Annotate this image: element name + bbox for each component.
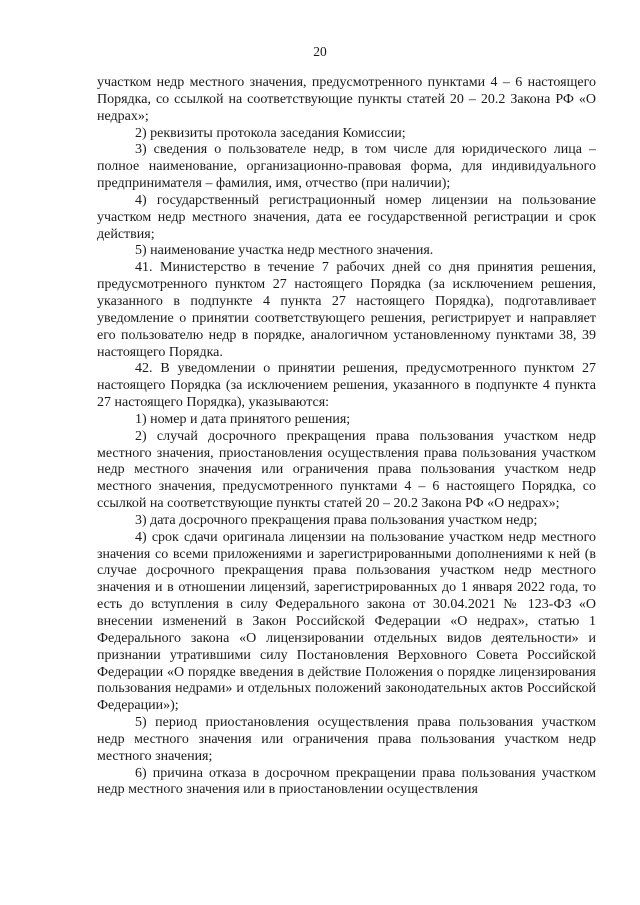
paragraph-42-item-3: 3) дата досрочного прекращения права пользования участком недр; — [135, 512, 538, 528]
paragraph-clause-41: 41. Министерство в течение 7 рабочих дней со дня принятия решения, предусмотренного пунктом 27 настоящего Порядка (за исключением решения, указанного в подпункте 4 пункта 27 настоящего Порядка), подготавливает уведомление о принятии соответствующего решения, регистрирует и направляет его пользователю недр в порядке, аналогичном установленному пунктами 38, 39 настоящего Порядка. — [97, 260, 596, 360]
paragraph-item-4: 4) государственный регистрационный номер лицензии на пользование участком недр местного значения, дата ее государственной регистрации и срок действия; — [97, 192, 596, 242]
paragraph-item-5: 5) наименование участка недр местного значения. — [135, 243, 434, 259]
page-number: 20 — [313, 44, 327, 59]
paragraph-continuation: участком недр местного значения, предусмотренного пунктами 4 – 6 настоящего Порядка, со ссылкой на соответствующие пункты статей 20 – 20.2 Закона РФ «О недрах»; — [97, 75, 596, 124]
paragraph-42-item-4: 4) срок сдачи оригинала лицензии на пользование участком недр местного значения со всеми приложениями и зарегистрированными дополнениями к ней (в случае досрочного прекращения права пользования участком недр местного значения и в отношении лицензий, зарегистрированных до 1 января 2022 года, то есть до вступления в силу Федерального закона от 30.04.2021 № 123-ФЗ «О внесении изменений в Закон Российской Федерации «О недрах», статью 1 Федерального закона «О лицензировании отдельных видов деятельности» и признании утратившими силу Постановления Верховного Совета Российской Федерации «О порядке введения в действие Положения о порядке лицензирования пользования недрами» и отдельных положений законодательных актов Российской Федерации»); — [97, 529, 596, 714]
paragraph-42-item-6: 6) причина отказа в досрочном прекращении права пользования участком недр местного значения или в приостановлении осуществления — [97, 765, 596, 798]
paragraph-item-2: 2) реквизиты протокола заседания Комиссии; — [135, 125, 406, 141]
paragraph-item-3: 3) сведения о пользователе недр, в том числе для юридического лица – полное наименование, организационно-правовая форма, для индивидуального предпринимателя – фамилия, имя, отчество (при наличии); — [97, 142, 596, 192]
paragraph-42-item-2: 2) случай досрочного прекращения права пользования участком недр местного значения, приостановления осуществления права пользования участком недр местного значения или ограничения права пользования участком недр местного значения, предусмотренного пунктами 4 – 6 настоящего Порядка, со ссылкой на соответствующие пункты статей 20 – 20.2 Закона РФ «О недрах»; — [97, 428, 596, 512]
paragraph-42-item-5: 5) период приостановления осуществления права пользования участком недр местного значения или ограничения права пользования участком недр местного значения; — [97, 715, 596, 764]
paragraph-42-item-1: 1) номер и дата принятого решения; — [135, 411, 351, 427]
paragraph-clause-42: 42. В уведомлении о принятии решения, предусмотренного пунктом 27 настоящего Порядка (за исключением решения, указанного в подпункте 4 пункта 27 настоящего Порядка), указываются: — [97, 361, 596, 411]
document-body — [97, 75, 596, 799]
